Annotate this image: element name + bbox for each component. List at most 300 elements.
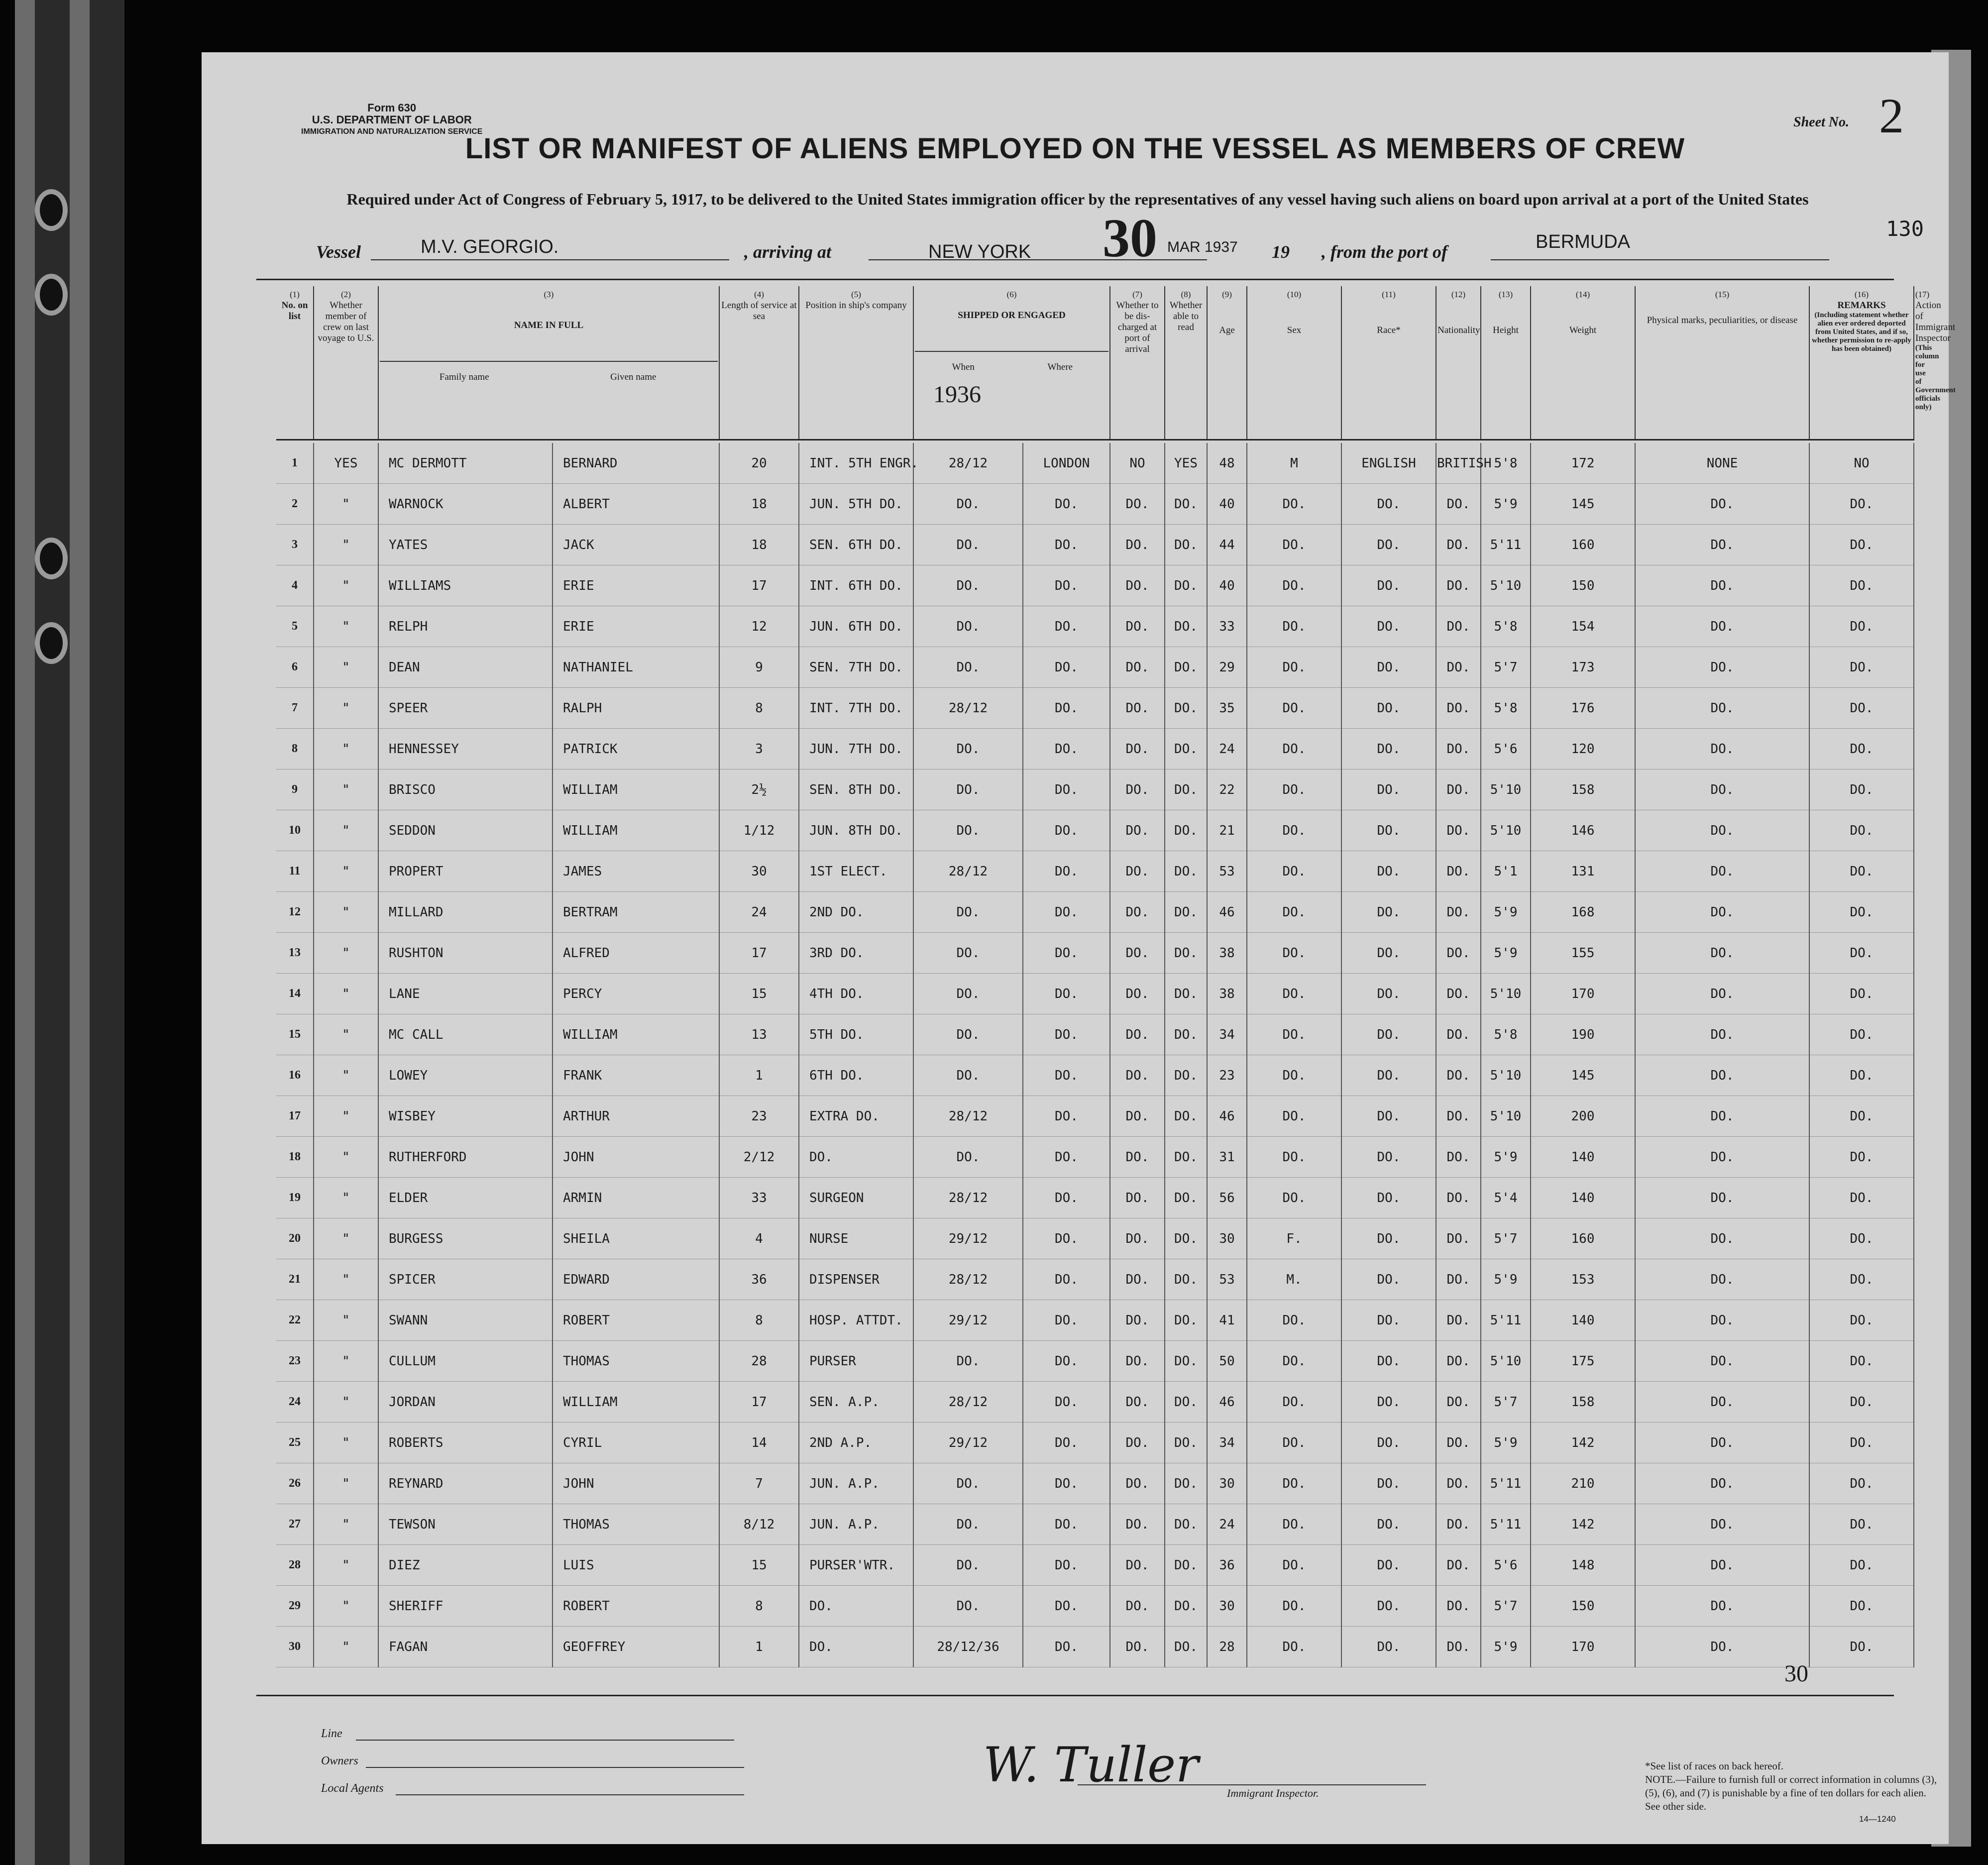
nationality-cell: DO. xyxy=(1436,1545,1481,1586)
family-name-cell: SWANN xyxy=(378,1300,552,1341)
given-name-cell: BERTRAM xyxy=(552,892,719,933)
height-cell: 5'11 xyxy=(1481,1504,1531,1545)
given-name-cell: ERIE xyxy=(552,565,719,606)
weight-cell: 158 xyxy=(1531,769,1635,810)
shipped-where-cell: DO. xyxy=(1023,1218,1110,1259)
weight-cell: 142 xyxy=(1531,1423,1635,1463)
sex-cell: DO. xyxy=(1247,1014,1341,1055)
height-cell: 5'11 xyxy=(1481,1300,1531,1341)
col-age: (9) Age xyxy=(1207,286,1247,440)
race-cell: DO. xyxy=(1341,565,1436,606)
able-to-read-cell: DO. xyxy=(1165,565,1207,606)
row-number-cell: 27 xyxy=(276,1504,314,1545)
row-number-cell: 4 xyxy=(276,565,314,606)
family-name-cell: YATES xyxy=(378,525,552,565)
able-to-read-cell: DO. xyxy=(1165,1178,1207,1218)
shipped-where-cell: DO. xyxy=(1023,851,1110,892)
row-number-cell: 18 xyxy=(276,1137,314,1178)
remarks-cell: DO. xyxy=(1809,810,1914,851)
position-cell: JUN. 7TH DO. xyxy=(799,729,913,769)
last-voyage-cell: " xyxy=(314,851,378,892)
race-cell: DO. xyxy=(1341,769,1436,810)
discharged-cell: DO. xyxy=(1110,1627,1165,1667)
table-row xyxy=(276,443,1914,484)
discharged-cell: DO. xyxy=(1110,1055,1165,1096)
year-annotation: 1936 xyxy=(933,381,981,408)
nationality-cell: DO. xyxy=(1436,647,1481,688)
age-cell: 30 xyxy=(1207,1218,1247,1259)
age-cell: 44 xyxy=(1207,525,1247,565)
given-name-cell: CYRIL xyxy=(552,1423,719,1463)
physical-marks-cell: DO. xyxy=(1635,1341,1809,1382)
from-port: BERMUDA xyxy=(1536,231,1631,252)
row-number-cell: 11 xyxy=(276,851,314,892)
col-last-voyage: (2) Whether member of crew on last voyage to U.S. xyxy=(314,286,378,440)
shipped-where-cell: DO. xyxy=(1023,1300,1110,1341)
shipped-when-cell: DO. xyxy=(913,1014,1023,1055)
row-number-cell: 7 xyxy=(276,688,314,729)
binder-strip xyxy=(15,0,124,1865)
age-cell: 34 xyxy=(1207,1014,1247,1055)
race-cell: DO. xyxy=(1341,647,1436,688)
shipped-when-cell: DO. xyxy=(913,729,1023,769)
weight-cell: 172 xyxy=(1531,443,1635,484)
given-name-cell: FRANK xyxy=(552,1055,719,1096)
physical-marks-cell: DO. xyxy=(1635,647,1809,688)
service-length-cell: 7 xyxy=(719,1463,799,1504)
signature-line xyxy=(1078,1784,1426,1785)
table-row xyxy=(276,647,1914,688)
position-cell: JUN. A.P. xyxy=(799,1504,913,1545)
able-to-read-cell: DO. xyxy=(1165,1504,1207,1545)
department: U.S. DEPARTMENT OF LABOR xyxy=(312,113,472,126)
row-number-cell: 10 xyxy=(276,810,314,851)
age-cell: 40 xyxy=(1207,484,1247,525)
sex-cell: DO. xyxy=(1247,688,1341,729)
remarks-cell: DO. xyxy=(1809,1014,1914,1055)
height-cell: 5'4 xyxy=(1481,1178,1531,1218)
col-weight: (14) Weight xyxy=(1531,286,1635,440)
last-voyage-cell: " xyxy=(314,974,378,1014)
physical-marks-cell: DO. xyxy=(1635,1055,1809,1096)
sex-cell: DO. xyxy=(1247,1382,1341,1423)
sex-cell: M xyxy=(1247,443,1341,484)
sex-cell: DO. xyxy=(1247,729,1341,769)
shipped-where-cell: DO. xyxy=(1023,525,1110,565)
last-voyage-cell: YES xyxy=(314,443,378,484)
age-cell: 31 xyxy=(1207,1137,1247,1178)
owners-underline xyxy=(366,1767,744,1768)
binder-ring-hole xyxy=(35,189,68,231)
table-row xyxy=(276,1504,1914,1545)
physical-marks-cell: DO. xyxy=(1635,851,1809,892)
weight-cell: 145 xyxy=(1531,1055,1635,1096)
service-length-cell: 8/12 xyxy=(719,1504,799,1545)
weight-cell: 170 xyxy=(1531,1627,1635,1667)
stamp-number: 130 xyxy=(1886,217,1924,241)
age-cell: 46 xyxy=(1207,1096,1247,1137)
remarks-cell: DO. xyxy=(1809,565,1914,606)
able-to-read-cell: DO. xyxy=(1165,525,1207,565)
service-length-cell: 2/12 xyxy=(719,1137,799,1178)
height-cell: 5'10 xyxy=(1481,1341,1531,1382)
row-number-cell: 16 xyxy=(276,1055,314,1096)
last-voyage-cell: " xyxy=(314,892,378,933)
remarks-cell: DO. xyxy=(1809,1627,1914,1667)
service-length-cell: 4 xyxy=(719,1218,799,1259)
weight-cell: 120 xyxy=(1531,729,1635,769)
shipped-where-cell: DO. xyxy=(1023,1627,1110,1667)
race-cell: DO. xyxy=(1341,1586,1436,1627)
race-cell: DO. xyxy=(1341,1504,1436,1545)
table-row xyxy=(276,810,1914,851)
service-length-cell: 14 xyxy=(719,1423,799,1463)
able-to-read-cell: DO. xyxy=(1165,647,1207,688)
shipped-when-cell: 29/12 xyxy=(913,1423,1023,1463)
last-voyage-cell: " xyxy=(314,1259,378,1300)
family-name-cell: RELPH xyxy=(378,606,552,647)
voyage-line xyxy=(256,208,1849,268)
page-title: LIST OR MANIFEST OF ALIENS EMPLOYED ON THE VESSEL AS MEMBERS OF CREW xyxy=(465,132,1685,165)
able-to-read-cell: DO. xyxy=(1165,974,1207,1014)
shipped-when-cell: 28/12 xyxy=(913,1096,1023,1137)
row-number-cell: 14 xyxy=(276,974,314,1014)
table-row xyxy=(276,1382,1914,1423)
physical-marks-cell: DO. xyxy=(1635,1382,1809,1423)
shipped-where-cell: DO. xyxy=(1023,1586,1110,1627)
header-rule xyxy=(256,279,1894,280)
row-number-cell: 3 xyxy=(276,525,314,565)
sex-cell: DO. xyxy=(1247,1423,1341,1463)
row-number-cell: 22 xyxy=(276,1300,314,1341)
height-cell: 5'6 xyxy=(1481,729,1531,769)
col-no-on-list: (1) No. on list xyxy=(276,286,314,440)
race-cell: DO. xyxy=(1341,810,1436,851)
physical-marks-cell: DO. xyxy=(1635,525,1809,565)
column-header: (1) No. on list (2) Whether member of crew on last voyage to U.S. (3) NAME IN FULL Family name Given name (4) Length of service at sea (5) Position in ship's company (6) SHIPPED OR ENGAGED When Where (7) Whether to be dis-charged at port of arrival (8) Whether able to read (9) Age (10) Sex (11) Race* (12) Nationality (13) Height (14) Weight (15) Physical marks, peculiarities, or disease (16) REMARKS (Including statement whether alien ever ordered deported from United States, and if so, whether permission to re-apply has been obtained) (17) Action of Immigrant Inspector (This column for use of Government officials only) xyxy=(276,286,1914,440)
position-cell: 2ND DO. xyxy=(799,892,913,933)
last-voyage-cell: " xyxy=(314,525,378,565)
discharged-cell: DO. xyxy=(1110,1382,1165,1423)
sex-cell: DO. xyxy=(1247,1137,1341,1178)
discharged-cell: DO. xyxy=(1110,606,1165,647)
shipped-when-cell: DO. xyxy=(913,1545,1023,1586)
age-cell: 23 xyxy=(1207,1055,1247,1096)
sex-cell: DO. xyxy=(1247,484,1341,525)
age-cell: 21 xyxy=(1207,810,1247,851)
able-to-read-cell: DO. xyxy=(1165,688,1207,729)
height-cell: 5'7 xyxy=(1481,1586,1531,1627)
height-cell: 5'9 xyxy=(1481,1137,1531,1178)
age-cell: 46 xyxy=(1207,1382,1247,1423)
sheet-label: Sheet No. xyxy=(1793,114,1849,130)
discharged-cell: DO. xyxy=(1110,1504,1165,1545)
shipped-where-cell: LONDON xyxy=(1023,443,1110,484)
service-length-cell: 17 xyxy=(719,933,799,974)
col-shipped-engaged: (6) SHIPPED OR ENGAGED When Where xyxy=(913,286,1110,440)
physical-marks-cell: DO. xyxy=(1635,1259,1809,1300)
shipped-where-cell: DO. xyxy=(1023,1014,1110,1055)
given-name-cell: ROBERT xyxy=(552,1586,719,1627)
sex-cell: DO. xyxy=(1247,565,1341,606)
shipped-when-cell: DO. xyxy=(913,1137,1023,1178)
agents-underline xyxy=(396,1794,744,1795)
family-name-cell: WILLIAMS xyxy=(378,565,552,606)
service-length-cell: 17 xyxy=(719,1382,799,1423)
service-name: IMMIGRATION AND NATURALIZATION SERVICE xyxy=(301,127,483,136)
position-cell: SEN. A.P. xyxy=(799,1382,913,1423)
inspector-label: Immigrant Inspector. xyxy=(1227,1787,1319,1799)
family-name-cell: BRISCO xyxy=(378,769,552,810)
race-cell: DO. xyxy=(1341,1463,1436,1504)
family-name-cell: BURGESS xyxy=(378,1218,552,1259)
shipped-where-cell: DO. xyxy=(1023,769,1110,810)
shipped-where-cell: DO. xyxy=(1023,1545,1110,1586)
nationality-cell: DO. xyxy=(1436,1259,1481,1300)
remarks-cell: DO. xyxy=(1809,1218,1914,1259)
height-cell: 5'7 xyxy=(1481,1218,1531,1259)
line-label: Line xyxy=(321,1727,342,1740)
position-cell: 2ND A.P. xyxy=(799,1423,913,1463)
remarks-cell: DO. xyxy=(1809,1055,1914,1096)
weight-cell: 140 xyxy=(1531,1178,1635,1218)
discharged-cell: DO. xyxy=(1110,647,1165,688)
remarks-cell: DO. xyxy=(1809,1423,1914,1463)
shipped-where-cell: DO. xyxy=(1023,1504,1110,1545)
position-cell: JUN. 5TH DO. xyxy=(799,484,913,525)
col-family-name: Family name xyxy=(439,372,489,382)
able-to-read-cell: DO. xyxy=(1165,1014,1207,1055)
last-voyage-cell: " xyxy=(314,1382,378,1423)
given-name-cell: WILLIAM xyxy=(552,810,719,851)
position-cell: DO. xyxy=(799,1137,913,1178)
remarks-cell: DO. xyxy=(1809,892,1914,933)
row-number-cell: 17 xyxy=(276,1096,314,1137)
col-where: Where xyxy=(1047,362,1073,372)
family-name-cell: REYNARD xyxy=(378,1463,552,1504)
remarks-cell: DO. xyxy=(1809,1137,1914,1178)
physical-marks-cell: DO. xyxy=(1635,484,1809,525)
nationality-cell: DO. xyxy=(1436,688,1481,729)
able-to-read-cell: DO. xyxy=(1165,1300,1207,1341)
shipped-when-cell: DO. xyxy=(913,1055,1023,1096)
discharged-cell: DO. xyxy=(1110,525,1165,565)
given-name-cell: ALFRED xyxy=(552,933,719,974)
age-cell: 24 xyxy=(1207,729,1247,769)
shipped-when-cell: DO. xyxy=(913,647,1023,688)
given-name-cell: JOHN xyxy=(552,1137,719,1178)
physical-marks-cell: DO. xyxy=(1635,1218,1809,1259)
able-to-read-cell: DO. xyxy=(1165,1423,1207,1463)
physical-marks-cell: DO. xyxy=(1635,1463,1809,1504)
table-row xyxy=(276,1178,1914,1218)
position-cell: EXTRA DO. xyxy=(799,1096,913,1137)
physical-marks-cell: DO. xyxy=(1635,688,1809,729)
service-length-cell: 3 xyxy=(719,729,799,769)
race-cell: DO. xyxy=(1341,1096,1436,1137)
height-cell: 5'8 xyxy=(1481,688,1531,729)
row-number-cell: 2 xyxy=(276,484,314,525)
height-cell: 5'10 xyxy=(1481,810,1531,851)
shipped-when-cell: DO. xyxy=(913,484,1023,525)
given-name-cell: SHEILA xyxy=(552,1218,719,1259)
position-cell: DO. xyxy=(799,1586,913,1627)
shipped-where-cell: DO. xyxy=(1023,484,1110,525)
col-nationality: (12) Nationality xyxy=(1436,286,1481,440)
last-voyage-cell: " xyxy=(314,1627,378,1667)
discharged-cell: DO. xyxy=(1110,1423,1165,1463)
table-row xyxy=(276,525,1914,565)
age-cell: 29 xyxy=(1207,647,1247,688)
age-cell: 36 xyxy=(1207,1545,1247,1586)
discharged-cell: DO. xyxy=(1110,769,1165,810)
given-name-cell: PERCY xyxy=(552,974,719,1014)
table-row xyxy=(276,1627,1914,1667)
height-cell: 5'9 xyxy=(1481,1627,1531,1667)
position-cell: 6TH DO. xyxy=(799,1055,913,1096)
shipped-where-cell: DO. xyxy=(1023,1341,1110,1382)
remarks-cell: DO. xyxy=(1809,606,1914,647)
position-cell: 3RD DO. xyxy=(799,933,913,974)
nationality-cell: DO. xyxy=(1436,1218,1481,1259)
last-voyage-cell: " xyxy=(314,484,378,525)
service-length-cell: 28 xyxy=(719,1341,799,1382)
arriving-label: , arriving at xyxy=(744,242,832,262)
weight-cell: 131 xyxy=(1531,851,1635,892)
page-subtitle: Required under Act of Congress of February 5, 1917, to be delivered to the United States immigration officer by the representatives of any vessel having such aliens on board upon arrival at a port of the United States xyxy=(346,190,1809,208)
shipped-where-cell: DO. xyxy=(1023,974,1110,1014)
position-cell: DO. xyxy=(799,1627,913,1667)
age-cell: 33 xyxy=(1207,606,1247,647)
remarks-cell: DO. xyxy=(1809,1382,1914,1423)
position-cell: JUN. 6TH DO. xyxy=(799,606,913,647)
race-cell: DO. xyxy=(1341,1055,1436,1096)
weight-cell: 173 xyxy=(1531,647,1635,688)
shipped-where-cell: DO. xyxy=(1023,1423,1110,1463)
remarks-cell: DO. xyxy=(1809,769,1914,810)
last-voyage-cell: " xyxy=(314,1096,378,1137)
able-to-read-cell: DO. xyxy=(1165,1341,1207,1382)
given-name-cell: NATHANIEL xyxy=(552,647,719,688)
family-name-cell: FAGAN xyxy=(378,1627,552,1667)
row-number-cell: 13 xyxy=(276,933,314,974)
row-number-cell: 15 xyxy=(276,1014,314,1055)
shipped-when-cell: 28/12 xyxy=(913,443,1023,484)
table-row xyxy=(276,484,1914,525)
crew-table xyxy=(276,443,1914,1667)
family-name-cell: SHERIFF xyxy=(378,1586,552,1627)
age-cell: 28 xyxy=(1207,1627,1247,1667)
race-cell: DO. xyxy=(1341,892,1436,933)
weight-cell: 154 xyxy=(1531,606,1635,647)
age-cell: 35 xyxy=(1207,688,1247,729)
position-cell: INT. 7TH DO. xyxy=(799,688,913,729)
family-name-cell: LOWEY xyxy=(378,1055,552,1096)
row-number-cell: 28 xyxy=(276,1545,314,1586)
weight-cell: 155 xyxy=(1531,933,1635,974)
height-cell: 5'10 xyxy=(1481,1055,1531,1096)
nationality-cell: DO. xyxy=(1436,810,1481,851)
shipped-when-cell: DO. xyxy=(913,810,1023,851)
age-cell: 22 xyxy=(1207,769,1247,810)
sex-cell: DO. xyxy=(1247,1341,1341,1382)
table-row xyxy=(276,1014,1914,1055)
given-name-cell: JOHN xyxy=(552,1463,719,1504)
nationality-cell: DO. xyxy=(1436,484,1481,525)
family-name-cell: TEWSON xyxy=(378,1504,552,1545)
service-length-cell: 15 xyxy=(719,974,799,1014)
family-name-cell: LANE xyxy=(378,974,552,1014)
physical-marks-cell: DO. xyxy=(1635,1178,1809,1218)
discharged-cell: DO. xyxy=(1110,1014,1165,1055)
service-length-cell: 18 xyxy=(719,525,799,565)
height-cell: 5'9 xyxy=(1481,1423,1531,1463)
table-row xyxy=(276,1259,1914,1300)
physical-marks-cell: DO. xyxy=(1635,1300,1809,1341)
sex-cell: F. xyxy=(1247,1218,1341,1259)
remarks-cell: DO. xyxy=(1809,1586,1914,1627)
weight-cell: 200 xyxy=(1531,1096,1635,1137)
weight-cell: 148 xyxy=(1531,1545,1635,1586)
service-length-cell: 1/12 xyxy=(719,810,799,851)
service-length-cell: 13 xyxy=(719,1014,799,1055)
family-name-cell: ROBERTS xyxy=(378,1423,552,1463)
discharged-cell: DO. xyxy=(1110,688,1165,729)
shipped-when-cell: 28/12 xyxy=(913,1178,1023,1218)
able-to-read-cell: DO. xyxy=(1165,1096,1207,1137)
weight-cell: 190 xyxy=(1531,1014,1635,1055)
row-number-cell: 24 xyxy=(276,1382,314,1423)
race-cell: DO. xyxy=(1341,688,1436,729)
able-to-read-cell: DO. xyxy=(1165,1055,1207,1096)
shipped-where-cell: DO. xyxy=(1023,688,1110,729)
sex-cell: DO. xyxy=(1247,1055,1341,1096)
family-name-cell: MC DERMOTT xyxy=(378,443,552,484)
shipped-when-cell: 28/12 xyxy=(913,688,1023,729)
age-cell: 46 xyxy=(1207,892,1247,933)
shipped-where-cell: DO. xyxy=(1023,892,1110,933)
service-length-cell: 8 xyxy=(719,688,799,729)
given-name-cell: JAMES xyxy=(552,851,719,892)
last-voyage-cell: " xyxy=(314,1300,378,1341)
row-number-cell: 23 xyxy=(276,1341,314,1382)
row-number-cell: 20 xyxy=(276,1218,314,1259)
discharged-cell: DO. xyxy=(1110,1586,1165,1627)
family-name-cell: MILLARD xyxy=(378,892,552,933)
physical-marks-cell: DO. xyxy=(1635,1137,1809,1178)
binder-ring-hole xyxy=(35,274,68,316)
discharged-cell: DO. xyxy=(1110,933,1165,974)
service-length-cell: 8 xyxy=(719,1586,799,1627)
nationality-cell: DO. xyxy=(1436,1504,1481,1545)
year-label: 19 xyxy=(1272,242,1290,262)
remarks-cell: DO. xyxy=(1809,1259,1914,1300)
col-physical-marks: (15) Physical marks, peculiarities, or disease xyxy=(1635,286,1809,440)
table-row xyxy=(276,1055,1914,1096)
weight-cell: 175 xyxy=(1531,1341,1635,1382)
nationality-cell: BRITISH xyxy=(1436,443,1481,484)
nationality-cell: DO. xyxy=(1436,1178,1481,1218)
nationality-cell: DO. xyxy=(1436,851,1481,892)
remarks-cell: DO. xyxy=(1809,1341,1914,1382)
remarks-cell: DO. xyxy=(1809,729,1914,769)
position-cell: SEN. 8TH DO. xyxy=(799,769,913,810)
shipped-when-cell: 28/12/36 xyxy=(913,1627,1023,1667)
owners-label: Owners xyxy=(321,1755,358,1767)
table-row xyxy=(276,933,1914,974)
shipped-where-cell: DO. xyxy=(1023,729,1110,769)
shipped-where-cell: DO. xyxy=(1023,647,1110,688)
